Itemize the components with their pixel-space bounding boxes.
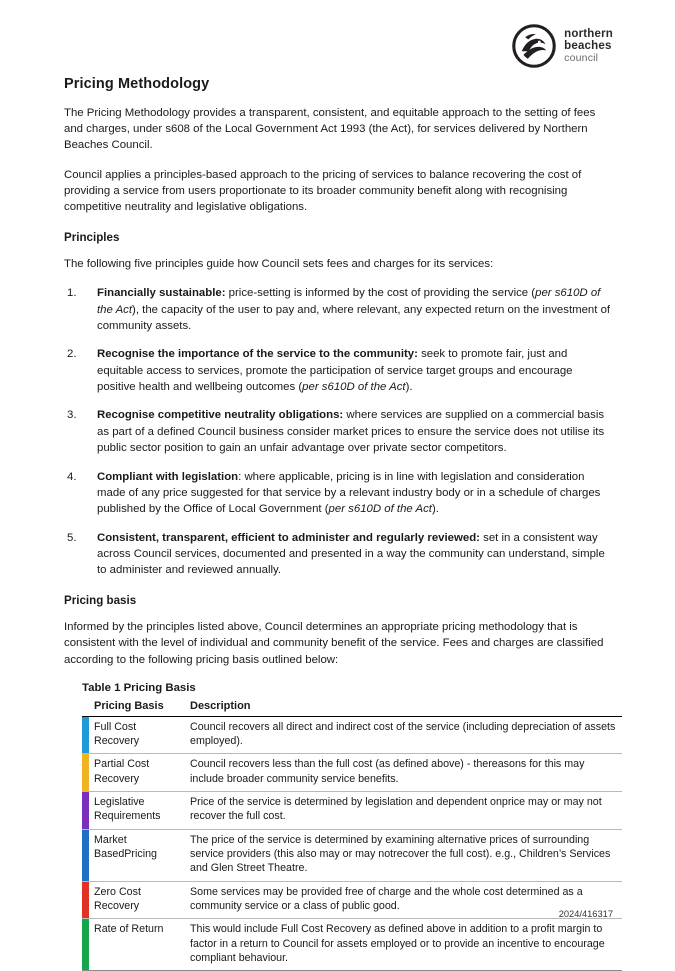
principle-citation: per s610D of the Act [328,502,432,515]
table-caption: Table 1 Pricing Basis [82,681,196,694]
table-row [82,754,622,792]
principle-title: Compliant with legislation [97,470,239,483]
row-colour-indicator [82,716,89,754]
row-colour-indicator [82,881,89,919]
row-pricing-basis: Full Cost Recovery [89,716,185,754]
table-header-description: Description [185,698,622,717]
principles-intro: The following five principles guide how Council sets fees and charges for its services: [64,258,494,271]
northern-beaches-council-logo-icon [512,24,556,68]
pricing-basis-table [82,698,622,971]
row-pricing-basis: Market BasedPricing [89,829,185,881]
principle-text: set in a consistent way across Council services, documented and presented in a way the community can understand, simple to administer and reviewed annually. [97,531,605,576]
principle-text-tail: ). [431,502,439,515]
logo-line-1: northern [564,28,613,41]
principle-item [64,346,611,395]
logo-wordmark [564,28,613,64]
principle-text: : where applicable, pricing is in line with legislation and consideration made of any price suggested for that service by a relevant industry body or in a schedule of charges published by the Office of Local Government ( [97,470,601,515]
principle-text-tail: ), the capacity of the user to pay and, where relevant, any expected return on the investment of community assets. [97,303,611,332]
logo-line-2: beaches [564,40,612,53]
principle-item [64,285,611,334]
table-row [82,881,622,919]
table-header-pricing-basis: Pricing Basis [89,698,185,717]
row-description: This would include Full Cost Recovery as defined above in addition to a profit margin to factor in a return to Council for assets employed or to provide an incentive to encourage compliant behaviour. [185,919,622,971]
logo-line-3: council [564,51,599,64]
principle-text: where services are supplied on a commercial basis as part of a defined Council business consider market prices to ensure the service does not utilise its public sector position to gain an unfair advantage over private sector competitors. [97,409,605,454]
row-description: Council recovers less than the full cost (as defined above) - thereasons for this may include broader community service benefits. [185,754,622,792]
row-colour-indicator [82,829,89,881]
intro-paragraph-1: The Pricing Methodology provides a transparent, consistent, and equitable approach to the setting of fees and charges, under s608 of the Local Government Act 1993 (the Act), for services delivered by Northern Beaches Council. [64,107,596,152]
table-row [82,792,622,830]
principle-title: Recognise the importance of the service to the community: [97,348,418,361]
principle-title: Consistent, transparent, efficient to administer and regularly reviewed: [97,531,480,544]
row-pricing-basis: Rate of Return [89,919,185,971]
table-row [82,716,622,754]
row-description: Price of the service is determined by legislation and dependent onprice may or may not recover the full cost. [185,792,622,830]
row-pricing-basis: Partial Cost Recovery [89,754,185,792]
row-pricing-basis: Legislative Requirements [89,792,185,830]
principle-number: 5. [67,531,77,544]
row-colour-indicator [82,919,89,971]
row-colour-indicator [82,754,89,792]
principle-item [64,407,611,456]
table-header-row [82,698,622,717]
principle-text: price-setting is informed by the cost of providing the service ( [225,287,536,300]
pricing-basis-heading: Pricing basis [64,594,137,608]
principle-number: 1. [67,287,77,300]
row-description: Council recovers all direct and indirect cost of the service (including depreciation of assets employed). [185,716,622,754]
principle-number: 2. [67,348,77,361]
principle-number: 4. [67,470,77,483]
principle-citation: per s610D of the Act [302,380,406,393]
row-colour-indicator [82,792,89,830]
pricing-basis-intro: Informed by the principles listed above, Council determines an appropriate pricing methodology that is consistent with the level of individual and community benefit of the service. Fees and charges are classified according to the following pricing basis outlined below: [64,621,604,666]
table-header-colour-bar [82,698,89,717]
principle-citation: per s610D of the Act [97,287,601,316]
table-row [82,919,622,971]
page-title: Pricing Methodology [64,76,210,92]
principle-text: seek to promote fair, just and equitable access to services, promote the participation of service target groups and encourage positive health and wellbeing outcomes ( [97,348,573,393]
pricing-basis-table-wrapper [82,682,622,971]
principle-item [64,469,611,518]
principle-title: Recognise competitive neutrality obligations: [97,409,344,422]
document-reference-code: 2024/416317 [558,909,613,919]
principles-heading: Principles [64,231,120,245]
row-description: Some services may be provided free of charge and the whole cost determined as a community service or a class of public good. [185,881,622,919]
principle-title: Financially sustainable: [97,287,226,300]
intro-paragraph-2: Council applies a principles-based approach to the pricing of services to balance recovering the cost of providing a service from users proportionate to its broader community benefit along with recognising competitive neutrality and legislative obligations. [64,168,582,213]
row-description: The price of the service is determined by examining alternative prices of surrounding service providers (this also may or may notrecover the full cost). e.g., Children’s Services and Glen Street Theatre. [185,829,622,881]
principle-number: 3. [67,409,77,422]
principles-list [64,285,611,578]
row-pricing-basis: Zero Cost Recovery [89,881,185,919]
principle-item [64,530,611,579]
table-row [82,829,622,881]
logo [512,24,613,68]
principle-text-tail: ). [405,380,413,393]
